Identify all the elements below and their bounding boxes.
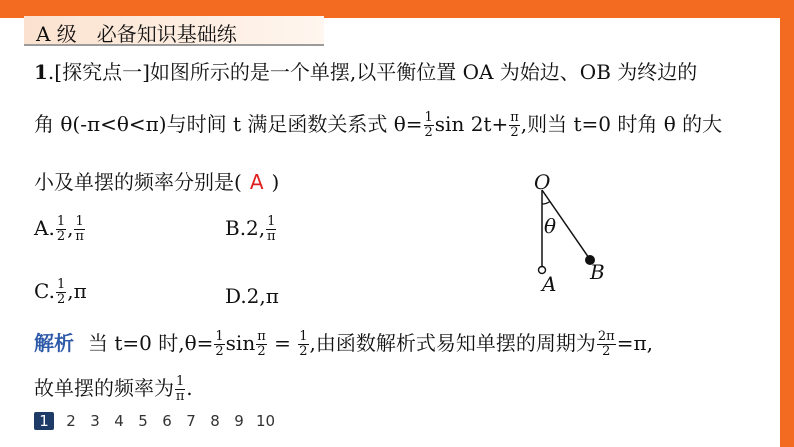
label-a: A bbox=[542, 272, 557, 296]
right-accent-bar bbox=[780, 0, 794, 447]
option-c[interactable]: C. $\frac{1}{2}$ ,π bbox=[34, 277, 87, 307]
label-b: B bbox=[590, 260, 605, 284]
section-title bbox=[24, 16, 324, 46]
question-number: 1 bbox=[34, 60, 48, 84]
page-6[interactable]: 6 bbox=[162, 412, 172, 430]
option-a[interactable]: A. $\frac{1}{2}$ , $\frac{1}{\pi}$ bbox=[34, 214, 84, 244]
question-line-2: 角 θ(-π<θ<π)与时间 t 满足函数关系式 θ= $\frac{1}{2}$ sin 2t+ $\frac{\pi}{2}$ ,则当 t=0 时角 θ 的大 bbox=[34, 110, 723, 140]
solution-line-1: 解析 当 t=0 时,θ= $\frac{1}{2}$ sin $\frac{\pi}{2}$ = $\frac{1}{2}$ ,由函数解析式易知单摆的周期为 $\frac{2\pi}{2}$ =π, bbox=[34, 329, 653, 359]
page-2[interactable]: 2 bbox=[66, 412, 76, 430]
question-line-3: 小及单摆的频率分别是( A ) bbox=[34, 170, 280, 194]
section-title-text: A 级 必备知识基础练 bbox=[36, 22, 237, 46]
solution-line-2: 故单摆的频率为 $\frac{1}{\pi}$ . bbox=[34, 374, 193, 404]
page-7[interactable]: 7 bbox=[186, 412, 196, 430]
page-1[interactable]: 1 bbox=[34, 412, 54, 430]
page-3[interactable]: 3 bbox=[90, 412, 100, 430]
page-5[interactable]: 5 bbox=[138, 412, 148, 430]
label-o: O bbox=[534, 170, 551, 194]
page-8[interactable]: 8 bbox=[210, 412, 220, 430]
page-10[interactable]: 10 bbox=[256, 412, 276, 430]
answer-mark: A bbox=[249, 170, 264, 194]
solution-tag: 解析 bbox=[34, 331, 74, 355]
fraction: $\frac{\pi}{2}$ bbox=[510, 110, 519, 140]
option-b[interactable]: B.2, $\frac{1}{\pi}$ bbox=[225, 214, 276, 244]
fraction: $\frac{1}{2}$ bbox=[424, 110, 433, 140]
question-line-1: 1.[探究点一]如图所示的是一个单摆,以平衡位置 OA 为始边、OB 为终边的 bbox=[34, 60, 698, 84]
question-pager bbox=[34, 412, 285, 430]
pendulum-diagram bbox=[520, 168, 620, 296]
page-4[interactable]: 4 bbox=[114, 412, 124, 430]
page-9[interactable]: 9 bbox=[234, 412, 244, 430]
label-theta: θ bbox=[544, 214, 557, 238]
angle-arc bbox=[542, 202, 550, 205]
option-d[interactable]: D.2,π bbox=[225, 284, 279, 308]
